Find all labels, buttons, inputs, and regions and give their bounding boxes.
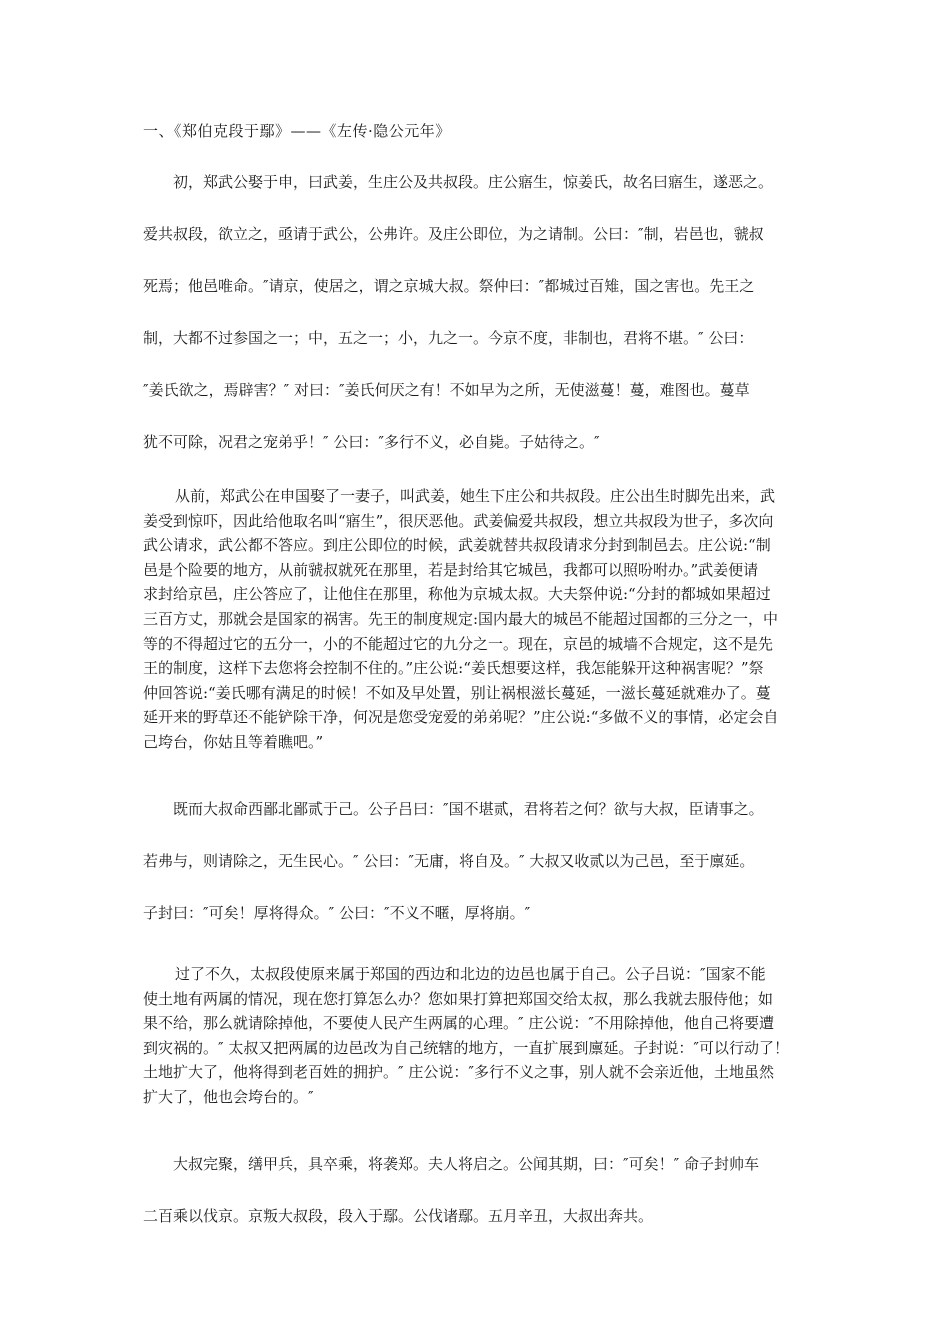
text-line: 使土地有两属的情况，现在您打算怎么办？您如果打算把郑国交给太叔，那么我就去服侍他；如	[143, 989, 774, 1008]
text-line: 三百方丈，那就会是国家的祸害。先王的制度规定:国内最大的城邑不能超过国都的三分之一，中	[143, 609, 779, 628]
text-line: 王的制度，这样下去您将会控制不住的。”庄公说:“姜氏想要这样，我怎能躲开这种祸害呢？”祭	[143, 659, 764, 678]
text-line: 邑是个险要的地方，从前虢叔就死在那里，若是封给其它城邑，我都可以照吩咐办。”武姜便请	[143, 560, 759, 579]
text-line: 等的不得超过它的五分一，小的不能超过它的九分之一。现在，京邑的城墙不合规定，这不是先	[143, 634, 774, 653]
text-line: 初，郑武公娶于申，曰武姜，生庄公及共叔段。庄公寤生，惊姜氏，故名曰寤生，遂恶之。	[173, 173, 774, 191]
text-line: 子封曰：″可矣！厚将得众。″ 公曰：″不义不暱，厚将崩。″	[143, 904, 531, 922]
original-passage-1	[143, 156, 823, 468]
text-line: 制，大都不过参国之一；中，五之一；小，九之一。今京不度，非制也，君将不堪。″ 公曰：	[143, 329, 754, 347]
translation-passage-2	[143, 962, 813, 1110]
document-title: 一、《郑伯克段于鄢》——《左传·隐公元年》	[143, 122, 451, 140]
text-line: ″姜氏欲之，焉辟害？″ 对曰：″姜氏何厌之有！不如早为之所，无使滋蔓！蔓，难图也。蔓草	[143, 381, 750, 399]
translation-passage-1	[143, 484, 813, 755]
text-line: 果不给，那么就请除掉他，不要使人民产生两属的心理。″ 庄公说：″不用除掉他，他自己将要遭	[143, 1014, 774, 1033]
text-line: 从前，郑武公在申国娶了一妻子，叫武姜，她生下庄公和共叔段。庄公出生时脚先出来，武	[175, 487, 776, 505]
text-line: 到灾祸的。″ 太叔又把两属的边邑改为自己统辖的地方，一直扩展到廪延。子封说：″可以行动了！	[143, 1038, 789, 1057]
text-line: 求封给京邑，庄公答应了，让他住在那里，称他为京城太叔。大夫祭仲说:“分封的都城如果超过	[143, 585, 771, 604]
text-line: 犹不可除，况君之宠弟乎！″ 公曰：″多行不义，必自毙。子姑待之。″	[143, 433, 600, 451]
text-line: 武公请求，武公都不答应。到庄公即位的时候，武姜就替共叔段请求分封到制邑去。庄公说:“制	[143, 536, 771, 555]
text-line: 二百乘以伐京。京叛大叔段，段入于鄢。公伐诸鄢。五月辛丑，大叔出奔共。	[143, 1207, 654, 1225]
text-line: 仲回答说:“姜氏哪有满足的时候！不如及早处置，别让祸根滋长蔓延，一滋长蔓延就难办了。蔓	[143, 683, 771, 702]
text-line: 既而大叔命西鄙北鄙贰于己。公子吕曰：″国不堪贰，君将若之何？欲与大叔，臣请事之。	[173, 800, 764, 818]
original-passage-3	[143, 1138, 823, 1242]
original-passage-2	[143, 783, 823, 939]
text-line: 己垮台，你姑且等着瞧吧。”	[143, 732, 324, 751]
text-line: 扩大了，他也会垮台的。″	[143, 1087, 314, 1106]
text-line: 姜受到惊吓，因此给他取名叫“寤生”，很厌恶他。武姜偏爱共叔段，想立共叔段为世子，多次向	[143, 511, 774, 530]
text-line: 死焉；他邑唯命。″请京，使居之，谓之京城大叔。祭仲曰：″都城过百雉，国之害也。先王之	[143, 277, 755, 295]
text-line: 若弗与，则请除之，无生民心。″ 公曰：″无庸，将自及。″ 大叔又收贰以为己邑，至于廪延。	[143, 852, 755, 870]
text-line: 土地扩大了，他将得到老百姓的拥护。″ 庄公说：″多行不义之事，别人就不会亲近他，土地虽然	[143, 1063, 774, 1082]
text-line: 过了不久，太叔段使原来属于郑国的西边和北边的边邑也属于自己。公子吕说：″国家不能	[175, 965, 766, 983]
text-line: 延开来的野草还不能铲除干净，何况是您受宠爱的弟弟呢？”庄公说:“多做不义的事情，必定会自	[143, 708, 779, 727]
text-line: 大叔完聚，缮甲兵，具卒乘，将袭郑。夫人将启之。公闻其期，曰：″可矣！″ 命子封帅车	[173, 1155, 759, 1173]
text-line: 爱共叔段，欲立之，亟请于武公，公弗许。及庄公即位，为之请制。公曰：″制，岩邑也，虢叔	[143, 225, 764, 243]
